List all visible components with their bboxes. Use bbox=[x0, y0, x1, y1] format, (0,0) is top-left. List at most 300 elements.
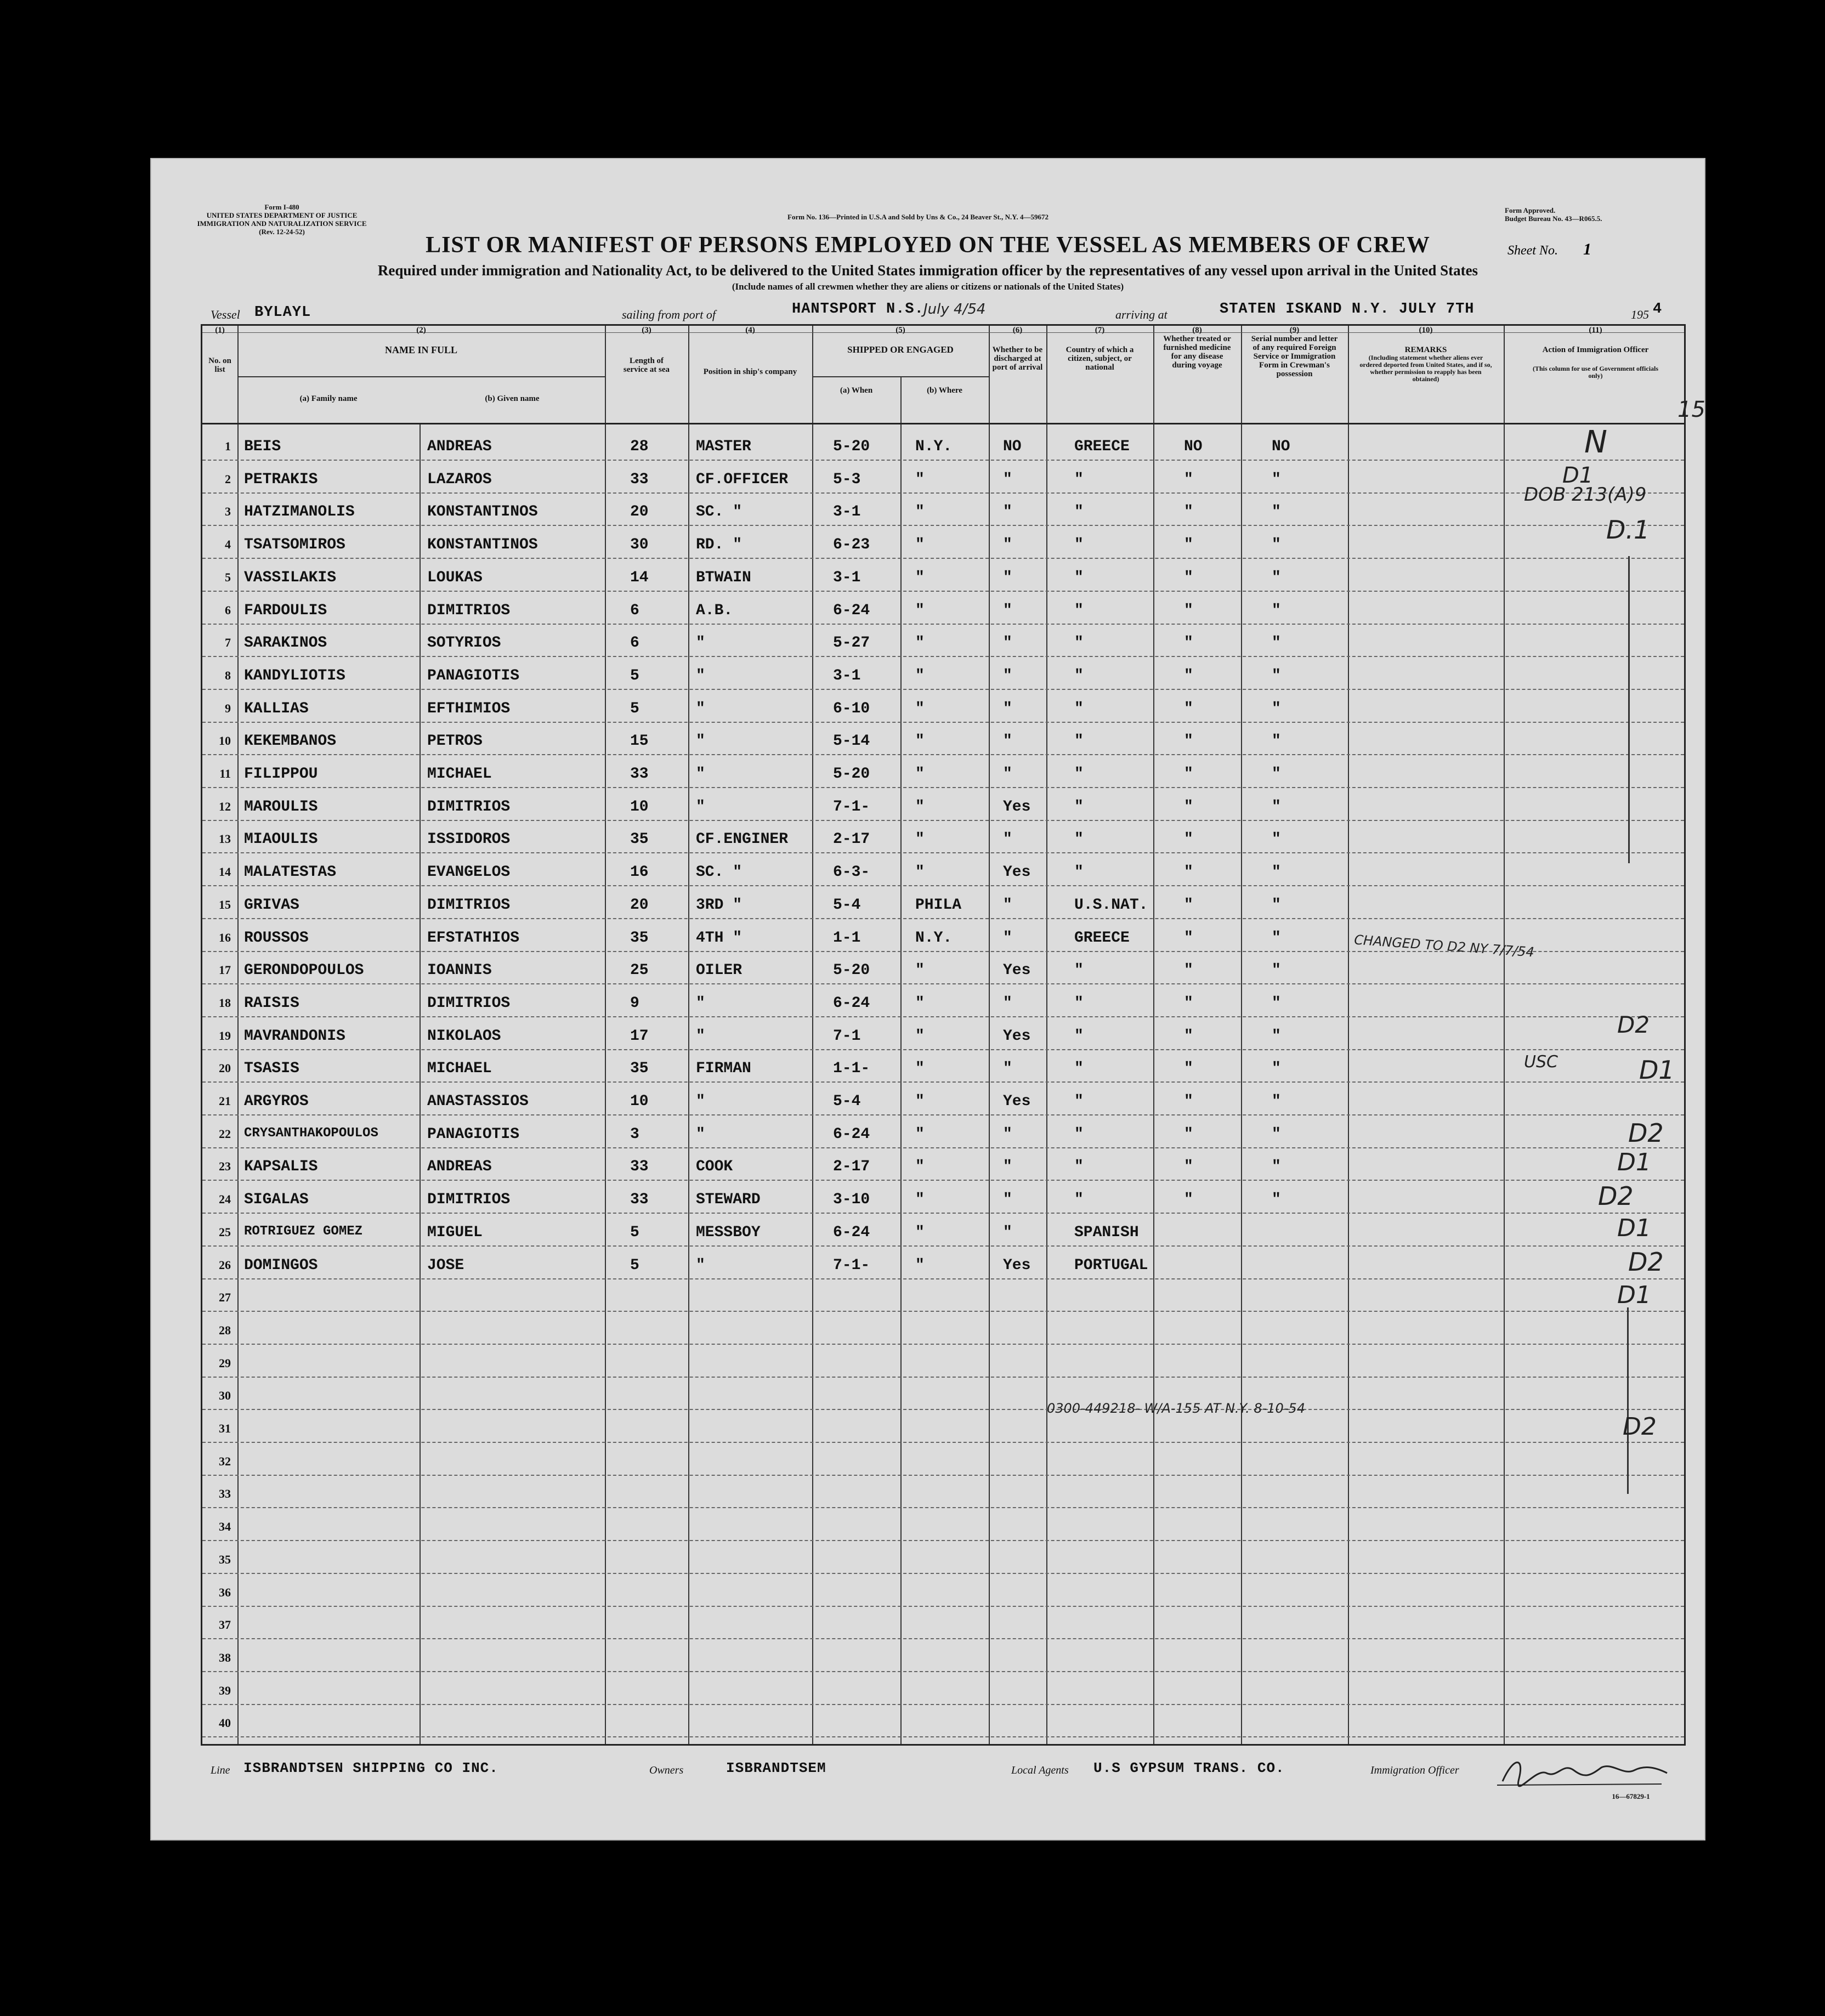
row-number: 9 bbox=[225, 701, 231, 715]
table-row bbox=[202, 624, 1684, 657]
col2a-header: (a) Family name bbox=[299, 394, 358, 403]
position: " bbox=[696, 667, 705, 684]
table-row bbox=[202, 1017, 1684, 1050]
shipped-when: 2-17 bbox=[833, 831, 870, 848]
shipped-where: " bbox=[915, 1191, 925, 1209]
medicine: " bbox=[1184, 733, 1193, 750]
position: MESSBOY bbox=[696, 1224, 761, 1241]
col7-num: (7) bbox=[1095, 326, 1105, 335]
medicine: " bbox=[1184, 635, 1193, 652]
family-name: DOMINGOS bbox=[244, 1256, 318, 1274]
discharged: " bbox=[1003, 1224, 1012, 1241]
country: " bbox=[1074, 700, 1084, 717]
discharged: " bbox=[1003, 635, 1012, 652]
bracket-line bbox=[1627, 1307, 1629, 1494]
col11-sub: (This column for use of Government officials only) bbox=[1532, 365, 1659, 380]
shipped-where: PHILA bbox=[915, 896, 962, 914]
table-row bbox=[202, 788, 1684, 821]
length-of-service: 35 bbox=[630, 929, 649, 947]
position: " bbox=[696, 994, 705, 1012]
col10-num: (10) bbox=[1419, 326, 1433, 335]
given-name: DIMITRIOS bbox=[427, 798, 511, 816]
shipped-when: 3-1 bbox=[833, 569, 861, 586]
line-label: Line bbox=[211, 1764, 230, 1776]
medicine: " bbox=[1184, 1027, 1193, 1045]
given-name: ISSIDOROS bbox=[427, 831, 511, 848]
bracket-line bbox=[1628, 556, 1630, 863]
given-name: DIMITRIOS bbox=[427, 602, 511, 619]
length-of-service: 33 bbox=[630, 766, 649, 783]
agents-value: U.S GYPSUM TRANS. CO. bbox=[1093, 1760, 1285, 1776]
country: " bbox=[1074, 1158, 1084, 1176]
shipped-where: " bbox=[915, 1158, 925, 1176]
row-number: 21 bbox=[219, 1094, 231, 1108]
owners-value: ISBRANDTSEM bbox=[726, 1760, 826, 1776]
family-name: KANDYLIOTIS bbox=[244, 667, 345, 684]
sailing-date-handwritten: July 4/54 bbox=[923, 301, 986, 318]
medicine: " bbox=[1184, 667, 1193, 684]
family-name: TSATSOMIROS bbox=[244, 536, 345, 554]
given-name: MICHAEL bbox=[427, 766, 492, 783]
officer-label: Immigration Officer bbox=[1370, 1764, 1459, 1776]
position: SC. " bbox=[696, 503, 743, 521]
footer-line bbox=[211, 1757, 1686, 1790]
medicine: " bbox=[1184, 1158, 1193, 1176]
country: " bbox=[1074, 994, 1084, 1012]
discharged: " bbox=[1003, 602, 1012, 619]
country: GREECE bbox=[1074, 929, 1130, 947]
discharged: Yes bbox=[1003, 1256, 1031, 1274]
length-of-service: 33 bbox=[630, 471, 649, 488]
table-row bbox=[202, 1573, 1684, 1607]
medicine: " bbox=[1184, 1191, 1193, 1209]
shipped-where: " bbox=[915, 831, 925, 848]
family-name: FARDOULIS bbox=[244, 602, 327, 619]
table-row bbox=[202, 1475, 1684, 1508]
col11-count: 15 bbox=[1677, 397, 1705, 422]
table-row bbox=[202, 886, 1684, 919]
medicine: NO bbox=[1184, 438, 1203, 455]
row1-action: N bbox=[1584, 424, 1607, 460]
shipped-where: " bbox=[915, 1125, 925, 1143]
position: " bbox=[696, 1027, 705, 1045]
col10-header bbox=[1348, 326, 1504, 383]
row-number: 17 bbox=[219, 963, 231, 977]
sheet-number-block bbox=[1507, 240, 1591, 259]
discharged: Yes bbox=[1003, 1027, 1031, 1045]
serial-number: " bbox=[1272, 1093, 1281, 1110]
serial-number: " bbox=[1272, 831, 1281, 848]
family-name: FILIPPOU bbox=[244, 766, 318, 783]
given-name: KONSTANTINOS bbox=[427, 536, 538, 554]
row-number: 37 bbox=[219, 1618, 231, 1632]
serial-number: " bbox=[1272, 503, 1281, 521]
given-name: DIMITRIOS bbox=[427, 896, 511, 914]
col8-num: (8) bbox=[1192, 326, 1202, 335]
col2-label: NAME IN FULL bbox=[384, 344, 457, 355]
length-of-service: 20 bbox=[630, 503, 649, 521]
given-name: NIKOLAOS bbox=[427, 1027, 501, 1045]
position: CF.ENGINER bbox=[696, 831, 789, 848]
agents-label: Local Agents bbox=[1011, 1764, 1069, 1776]
family-name: CRYSANTHAKOPOULOS bbox=[244, 1125, 378, 1141]
position: MASTER bbox=[696, 438, 751, 455]
serial-number: " bbox=[1272, 635, 1281, 652]
row-number: 25 bbox=[219, 1225, 231, 1239]
family-name: ROTRIGUEZ GOMEZ bbox=[244, 1224, 363, 1239]
length-of-service: 10 bbox=[630, 1093, 649, 1110]
discharged: " bbox=[1003, 929, 1012, 947]
col9-header bbox=[1241, 326, 1348, 378]
col6-label: Whether to be discharged at port of arrival bbox=[992, 346, 1043, 372]
col8-label: Whether treated or furnished medicine for any disease during voyage bbox=[1163, 335, 1231, 370]
manifest-sheet bbox=[150, 158, 1705, 1841]
serial-number: " bbox=[1272, 962, 1281, 979]
table-row bbox=[202, 427, 1684, 461]
discharged: " bbox=[1003, 733, 1012, 750]
col2b-header: (b) Given name bbox=[485, 394, 540, 403]
table-row bbox=[202, 1442, 1684, 1476]
family-name: SARAKINOS bbox=[244, 635, 327, 652]
position: SC. " bbox=[696, 864, 743, 881]
row-number: 19 bbox=[219, 1028, 231, 1043]
col11-header bbox=[1504, 326, 1687, 380]
col11-label: Action of Immigration Officer bbox=[1542, 346, 1649, 354]
length-of-service: 17 bbox=[630, 1027, 649, 1045]
position: " bbox=[696, 1125, 705, 1143]
form-number: Form I-480 bbox=[264, 203, 299, 211]
row-number: 38 bbox=[219, 1650, 231, 1664]
medicine: " bbox=[1184, 471, 1193, 488]
discharged: Yes bbox=[1003, 798, 1031, 816]
row-number: 39 bbox=[219, 1683, 231, 1697]
line-value: ISBRANDTSEN SHIPPING CO INC. bbox=[243, 1760, 498, 1776]
row-number: 12 bbox=[219, 799, 231, 813]
shipped-where: " bbox=[915, 994, 925, 1012]
medicine: " bbox=[1184, 536, 1193, 554]
table-row bbox=[202, 951, 1684, 984]
row-number: 24 bbox=[219, 1192, 231, 1207]
shipped-where: N.Y. bbox=[915, 929, 953, 947]
country: GREECE bbox=[1074, 438, 1130, 455]
col10-label: REMARKS bbox=[1404, 346, 1447, 354]
vessel-name: BYLAYL bbox=[254, 304, 311, 321]
given-name: PANAGIOTIS bbox=[427, 667, 520, 684]
year-suffix: 4 bbox=[1653, 301, 1663, 318]
position: OILER bbox=[696, 962, 743, 979]
col4-header bbox=[688, 326, 812, 376]
country: " bbox=[1074, 569, 1084, 586]
family-name: HATZIMANOLIS bbox=[244, 503, 355, 521]
family-name: SIGALAS bbox=[244, 1191, 309, 1209]
medicine: " bbox=[1184, 503, 1193, 521]
table-row bbox=[202, 656, 1684, 690]
table-row bbox=[202, 1278, 1684, 1312]
family-name: ARGYROS bbox=[244, 1093, 309, 1110]
row-number: 28 bbox=[219, 1323, 231, 1337]
serial-number: " bbox=[1272, 733, 1281, 750]
discharged: " bbox=[1003, 766, 1012, 783]
col5-num: (5) bbox=[896, 326, 905, 335]
given-name: ANDREAS bbox=[427, 1158, 492, 1176]
position: " bbox=[696, 700, 705, 717]
length-of-service: 5 bbox=[630, 667, 639, 684]
serial-number: " bbox=[1272, 569, 1281, 586]
family-name: GRIVAS bbox=[244, 896, 299, 914]
shipped-where: " bbox=[915, 667, 925, 684]
country: " bbox=[1074, 602, 1084, 619]
row-number: 18 bbox=[219, 995, 231, 1010]
col4-num: (4) bbox=[745, 326, 755, 335]
table-row bbox=[202, 1508, 1684, 1541]
row21-action: D2 bbox=[1628, 1247, 1664, 1277]
table-row bbox=[202, 853, 1684, 886]
family-name: MALATESTAS bbox=[244, 864, 337, 881]
given-name: JOSE bbox=[427, 1256, 464, 1274]
country: " bbox=[1074, 1125, 1084, 1143]
col2-header bbox=[237, 326, 605, 354]
row15-action2: D1 bbox=[1639, 1055, 1675, 1085]
serial-number: " bbox=[1272, 700, 1281, 717]
row-number: 4 bbox=[225, 537, 231, 552]
row17-action: D2 bbox=[1628, 1118, 1664, 1148]
shipped-when: 7-1- bbox=[833, 798, 870, 816]
country: " bbox=[1074, 831, 1084, 848]
row19-action: D2 bbox=[1598, 1181, 1634, 1211]
shipped-when: 3-10 bbox=[833, 1191, 870, 1209]
family-name: ROUSSOS bbox=[244, 929, 309, 947]
shipped-where: " bbox=[915, 503, 925, 521]
family-name: MAVRANDONIS bbox=[244, 1027, 345, 1045]
serial-number: " bbox=[1272, 471, 1281, 488]
row-number: 6 bbox=[225, 603, 231, 617]
position: A.B. bbox=[696, 602, 733, 619]
col3-num: (3) bbox=[642, 326, 651, 335]
col5b-header: (b) Where bbox=[927, 386, 962, 395]
discharged: " bbox=[1003, 994, 1012, 1012]
serial-number: " bbox=[1272, 929, 1281, 947]
shipped-where: " bbox=[915, 766, 925, 783]
medicine: " bbox=[1184, 1093, 1193, 1110]
serial-number: " bbox=[1272, 667, 1281, 684]
row-number: 10 bbox=[219, 734, 231, 748]
medicine: " bbox=[1184, 602, 1193, 619]
form-approved: Form Approved. bbox=[1505, 206, 1556, 214]
given-name: LAZAROS bbox=[427, 471, 492, 488]
shipped-where: " bbox=[915, 1224, 925, 1241]
col3-header bbox=[605, 326, 688, 374]
medicine: " bbox=[1184, 962, 1193, 979]
position: " bbox=[696, 733, 705, 750]
family-name: BEIS bbox=[244, 438, 281, 455]
length-of-service: 10 bbox=[630, 798, 649, 816]
row-number: 32 bbox=[219, 1454, 231, 1468]
length-of-service: 5 bbox=[630, 1256, 639, 1274]
serial-number: NO bbox=[1272, 438, 1290, 455]
position: 4TH " bbox=[696, 929, 743, 947]
country: SPANISH bbox=[1074, 1224, 1139, 1241]
col11-num: (11) bbox=[1589, 326, 1602, 335]
table-row bbox=[202, 1704, 1684, 1737]
country: " bbox=[1074, 1060, 1084, 1078]
col10-sub: (Including statement whether aliens ever ordered deported from United States, and if so, whether permission to reapply has been obtained) bbox=[1359, 354, 1492, 383]
table-row bbox=[202, 722, 1684, 755]
given-name: PETROS bbox=[427, 733, 483, 750]
shipped-when: 1-1- bbox=[833, 1060, 870, 1078]
table-row bbox=[202, 1213, 1684, 1247]
given-name: MIGUEL bbox=[427, 1224, 483, 1241]
table-row bbox=[202, 1115, 1684, 1148]
shipped-where: " bbox=[915, 635, 925, 652]
col6-num: (6) bbox=[1012, 326, 1023, 335]
table-row bbox=[202, 1147, 1684, 1181]
row15-action: USC bbox=[1524, 1052, 1558, 1072]
medicine: " bbox=[1184, 700, 1193, 717]
requirement-statement: Required under immigration and Nationality Act, to be delivered to the United States immigration officer by the representatives of any vessel upon arrival in the United States bbox=[377, 262, 1478, 279]
row-number: 20 bbox=[219, 1061, 231, 1075]
row14-action: D2 bbox=[1617, 1011, 1650, 1038]
family-name: KALLIAS bbox=[244, 700, 309, 717]
row-number: 23 bbox=[219, 1159, 231, 1174]
row-number: 40 bbox=[219, 1716, 231, 1730]
form-approved-block bbox=[1505, 206, 1675, 223]
col5-label: SHIPPED OR ENGAGED bbox=[847, 344, 954, 355]
family-name: MAROULIS bbox=[244, 798, 318, 816]
row-number: 30 bbox=[219, 1389, 231, 1403]
table-row bbox=[202, 689, 1684, 723]
row-number: 26 bbox=[219, 1258, 231, 1272]
sailing-label: sailing from port of bbox=[622, 308, 716, 321]
vessel-label: Vessel bbox=[211, 308, 240, 321]
vessel-line bbox=[211, 303, 1686, 325]
given-name: DIMITRIOS bbox=[427, 1191, 511, 1209]
country: " bbox=[1074, 1093, 1084, 1110]
revision: (Rev. 12-24-52) bbox=[259, 228, 305, 236]
row-number: 15 bbox=[219, 897, 231, 911]
discharged: " bbox=[1003, 831, 1012, 848]
serial-number: " bbox=[1272, 602, 1281, 619]
shipped-when: 5-4 bbox=[833, 1093, 861, 1110]
family-name: MIAOULIS bbox=[244, 831, 318, 848]
table-row bbox=[202, 1049, 1684, 1083]
shipped-where: N.Y. bbox=[915, 438, 953, 455]
row-number: 34 bbox=[219, 1520, 231, 1534]
shipped-when: 7-1- bbox=[833, 1256, 870, 1274]
shipped-when: 5-4 bbox=[833, 896, 861, 914]
country: " bbox=[1074, 1191, 1084, 1209]
shipped-when: 5-14 bbox=[833, 733, 870, 750]
col1-num: (1) bbox=[215, 326, 225, 335]
shipped-when: 5-3 bbox=[833, 471, 861, 488]
row12-remark: CHANGED TO D2 NY 7/7/54 bbox=[1353, 932, 1535, 960]
shipped-where: " bbox=[915, 798, 925, 816]
col2-num: (2) bbox=[416, 326, 426, 335]
shipped-when: 3-1 bbox=[833, 503, 861, 521]
country: " bbox=[1074, 798, 1084, 816]
table-row bbox=[202, 1311, 1684, 1345]
country: " bbox=[1074, 635, 1084, 652]
table-row bbox=[202, 820, 1684, 853]
row-number: 1 bbox=[225, 439, 231, 453]
table-row bbox=[202, 1541, 1684, 1574]
country: " bbox=[1074, 503, 1084, 521]
discharged: " bbox=[1003, 471, 1012, 488]
shipped-where: " bbox=[915, 471, 925, 488]
row4-action: D.1 bbox=[1606, 515, 1650, 545]
row-number: 22 bbox=[219, 1126, 231, 1141]
arriving-port-date: STATEN ISKAND N.Y. JULY 7TH bbox=[1220, 301, 1475, 318]
serial-number: " bbox=[1272, 1027, 1281, 1045]
shipped-where: " bbox=[915, 602, 925, 619]
row18-action: D1 bbox=[1617, 1148, 1651, 1176]
row20-action: D1 bbox=[1617, 1214, 1651, 1242]
discharged: " bbox=[1003, 667, 1012, 684]
discharged: " bbox=[1003, 536, 1012, 554]
length-of-service: 14 bbox=[630, 569, 649, 586]
country: " bbox=[1074, 471, 1084, 488]
shipped-when: 5-20 bbox=[833, 766, 870, 783]
row25-remark: 0300-449218- W/A-155 AT N.Y. 8-10-54 bbox=[1047, 1401, 1306, 1416]
row-number: 29 bbox=[219, 1356, 231, 1370]
sheet-label: Sheet No. bbox=[1507, 243, 1558, 258]
discharged: " bbox=[1003, 503, 1012, 521]
length-of-service: 6 bbox=[630, 635, 639, 652]
discharged: Yes bbox=[1003, 864, 1031, 881]
length-of-service: 3 bbox=[630, 1125, 639, 1143]
given-name: ANASTASSIOS bbox=[427, 1093, 529, 1110]
shipped-when: 7-1 bbox=[833, 1027, 861, 1045]
position: " bbox=[696, 1093, 705, 1110]
family-name: RAISIS bbox=[244, 994, 299, 1012]
table-row bbox=[202, 1246, 1684, 1279]
document-title: LIST OR MANIFEST OF PERSONS EMPLOYED ON THE VESSEL AS MEMBERS OF CREW bbox=[426, 233, 1430, 258]
discharged: " bbox=[1003, 700, 1012, 717]
given-name: KONSTANTINOS bbox=[427, 503, 538, 521]
row-number: 11 bbox=[219, 767, 231, 780]
include-note: (Include names of all crewmen whether they are aliens or citizens or nationals of the United States) bbox=[732, 281, 1124, 292]
country: " bbox=[1074, 1027, 1084, 1045]
row-number: 13 bbox=[219, 832, 231, 846]
row-number: 31 bbox=[219, 1422, 231, 1435]
table-row bbox=[202, 1082, 1684, 1115]
discharged: " bbox=[1003, 1191, 1012, 1209]
length-of-service: 30 bbox=[630, 536, 649, 554]
length-of-service: 20 bbox=[630, 896, 649, 914]
position: RD. " bbox=[696, 536, 743, 554]
shipped-when: 5-27 bbox=[833, 635, 870, 652]
col9-label: Serial number and letter of any required Foreign Service or Immigration Form in Crewman's possession bbox=[1251, 335, 1338, 378]
family-name: VASSILAKIS bbox=[244, 569, 337, 586]
discharged: " bbox=[1003, 1060, 1012, 1078]
medicine: " bbox=[1184, 929, 1193, 947]
table-row bbox=[202, 984, 1684, 1017]
length-of-service: 16 bbox=[630, 864, 649, 881]
discharged: " bbox=[1003, 1158, 1012, 1176]
country: PORTUGAL bbox=[1074, 1256, 1148, 1274]
form-agency-block bbox=[178, 203, 386, 236]
discharged: Yes bbox=[1003, 962, 1031, 979]
country: " bbox=[1074, 766, 1084, 783]
length-of-service: 9 bbox=[630, 994, 639, 1012]
row-number: 7 bbox=[225, 636, 231, 650]
position: " bbox=[696, 1256, 705, 1274]
row-number: 36 bbox=[219, 1585, 231, 1599]
shipped-when: 6-24 bbox=[833, 602, 870, 619]
row2-action: D1 bbox=[1562, 463, 1594, 488]
serial-number: " bbox=[1272, 896, 1281, 914]
position: " bbox=[696, 798, 705, 816]
table-row bbox=[202, 558, 1684, 592]
